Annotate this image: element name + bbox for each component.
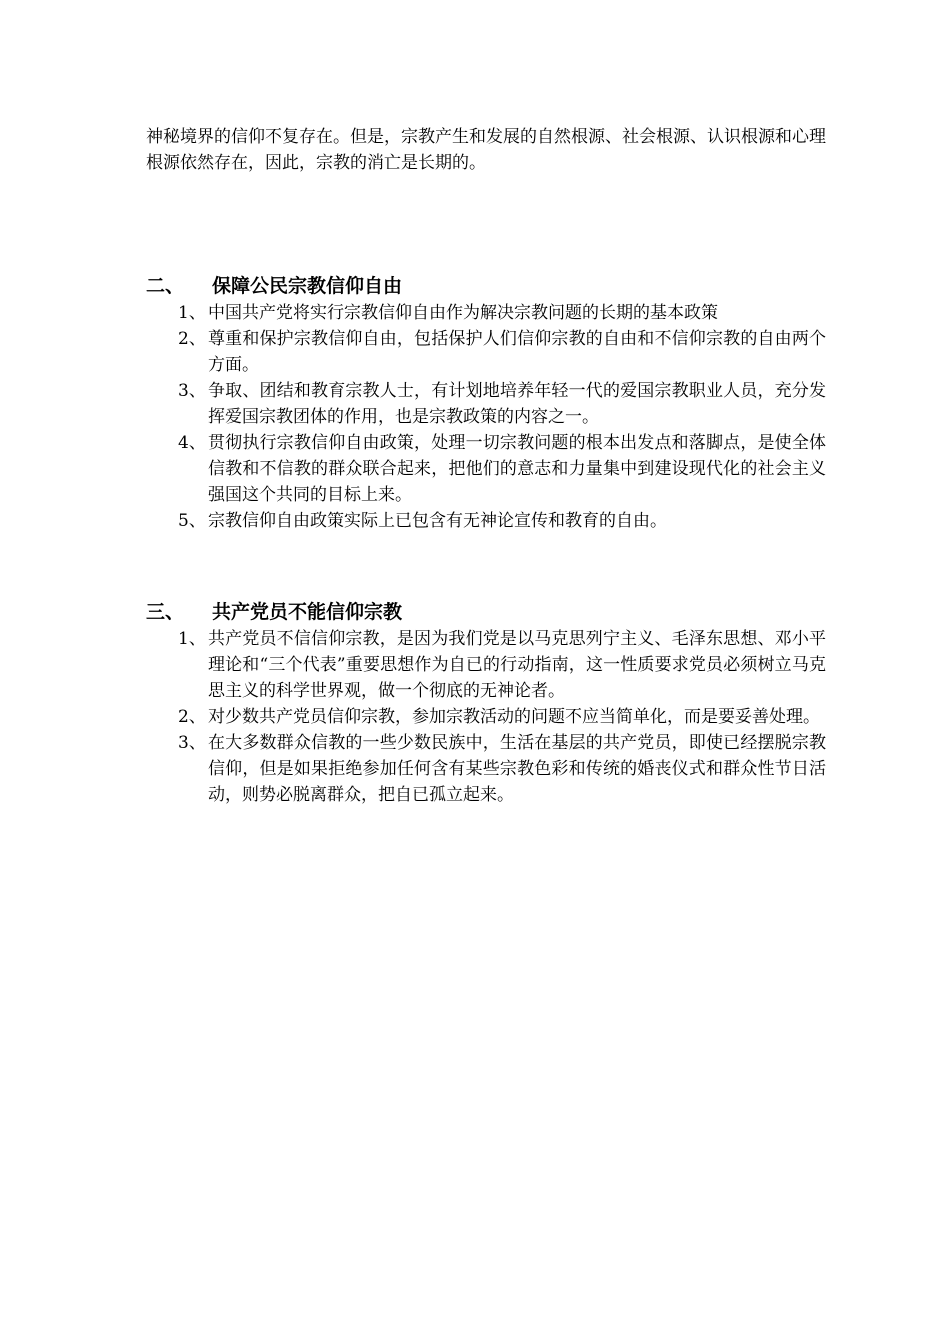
list-item [146,300,826,326]
section-heading [146,598,826,626]
section-title: 保障公民宗教信仰自由 [212,275,403,297]
list-item-marker: 2、 [178,329,206,349]
list-item-marker: 3、 [178,733,206,753]
list-item-text: 贯彻执行宗教信仰自由政策，处理一切宗教问题的根本出发点和落脚点，是使全体信教和不信教的群众联合起来，把他们的意志和力量集中到建设现代化的社会主义强国这个共同的目标上来。 [208,433,826,505]
list-item-marker: 4、 [178,433,206,453]
list-item [146,378,826,430]
list-item-text: 在大多数群众信教的一些少数民族中，生活在基层的共产党员，即使已经摆脱宗教信仰，但是如果拒绝参加任何含有某些宗教色彩和传统的婚丧仪式和群众性节日活动，则势必脱离群众，把自已孤立起来。 [208,733,826,805]
section-item-list [146,300,826,534]
list-item [146,430,826,508]
list-item [146,704,826,730]
list-item-text: 争取、团结和教育宗教人士，有计划地培养年轻一代的爱国宗教职业人员，充分发 挥爱国宗教团体的作用，也是宗教政策的内容之一。 [208,381,826,427]
section-item-list [146,626,826,808]
list-item-text: 宗教信仰自由政策实际上已包含有无神论宣传和教育的自由。 [208,511,667,531]
section-title: 共产党员不能信仰宗教 [212,601,403,623]
section-number: 二、 [146,275,185,297]
section-party-members [146,598,826,808]
list-item-text: 对少数共产党员信仰宗教，参加宗教活动的问题不应当简单化，而是要妥善处理。 [208,707,820,727]
list-item-marker: 3、 [178,381,206,401]
section-number: 三、 [146,601,185,623]
list-item-marker: 5、 [178,511,206,531]
section-heading [146,272,826,300]
list-item [146,508,826,534]
list-item [146,730,826,808]
list-item [146,326,826,378]
list-item [146,626,826,704]
list-item-text: 共产党员不信信仰宗教，是因为我们党是以马克思列宁主义、毛泽东思想、邓小平理论和“三个代表”重要思想作为自已的行动指南，这一性质要求党员必须树立马克思主义的科学世界观，做一个彻底的无神论者。 [208,629,826,701]
list-item-text: 中国共产党将实行宗教信仰自由作为解决宗教问题的长期的基本政策 [208,303,718,323]
section-religious-freedom [146,272,826,534]
list-item-text: 尊重和保护宗教信仰自由，包括保护人们信仰宗教的自由和不信仰宗教的自由两个方面。 [208,329,826,375]
list-item-marker: 1、 [178,303,206,323]
list-item-marker: 2、 [178,707,206,727]
intro-paragraph: 神秘境界的信仰不复存在。但是，宗教产生和发展的自然根源、社会根源、认识根源和心理根源依然存在，因此，宗教的消亡是长期的。 [146,127,826,173]
list-item-marker: 1、 [178,629,206,649]
